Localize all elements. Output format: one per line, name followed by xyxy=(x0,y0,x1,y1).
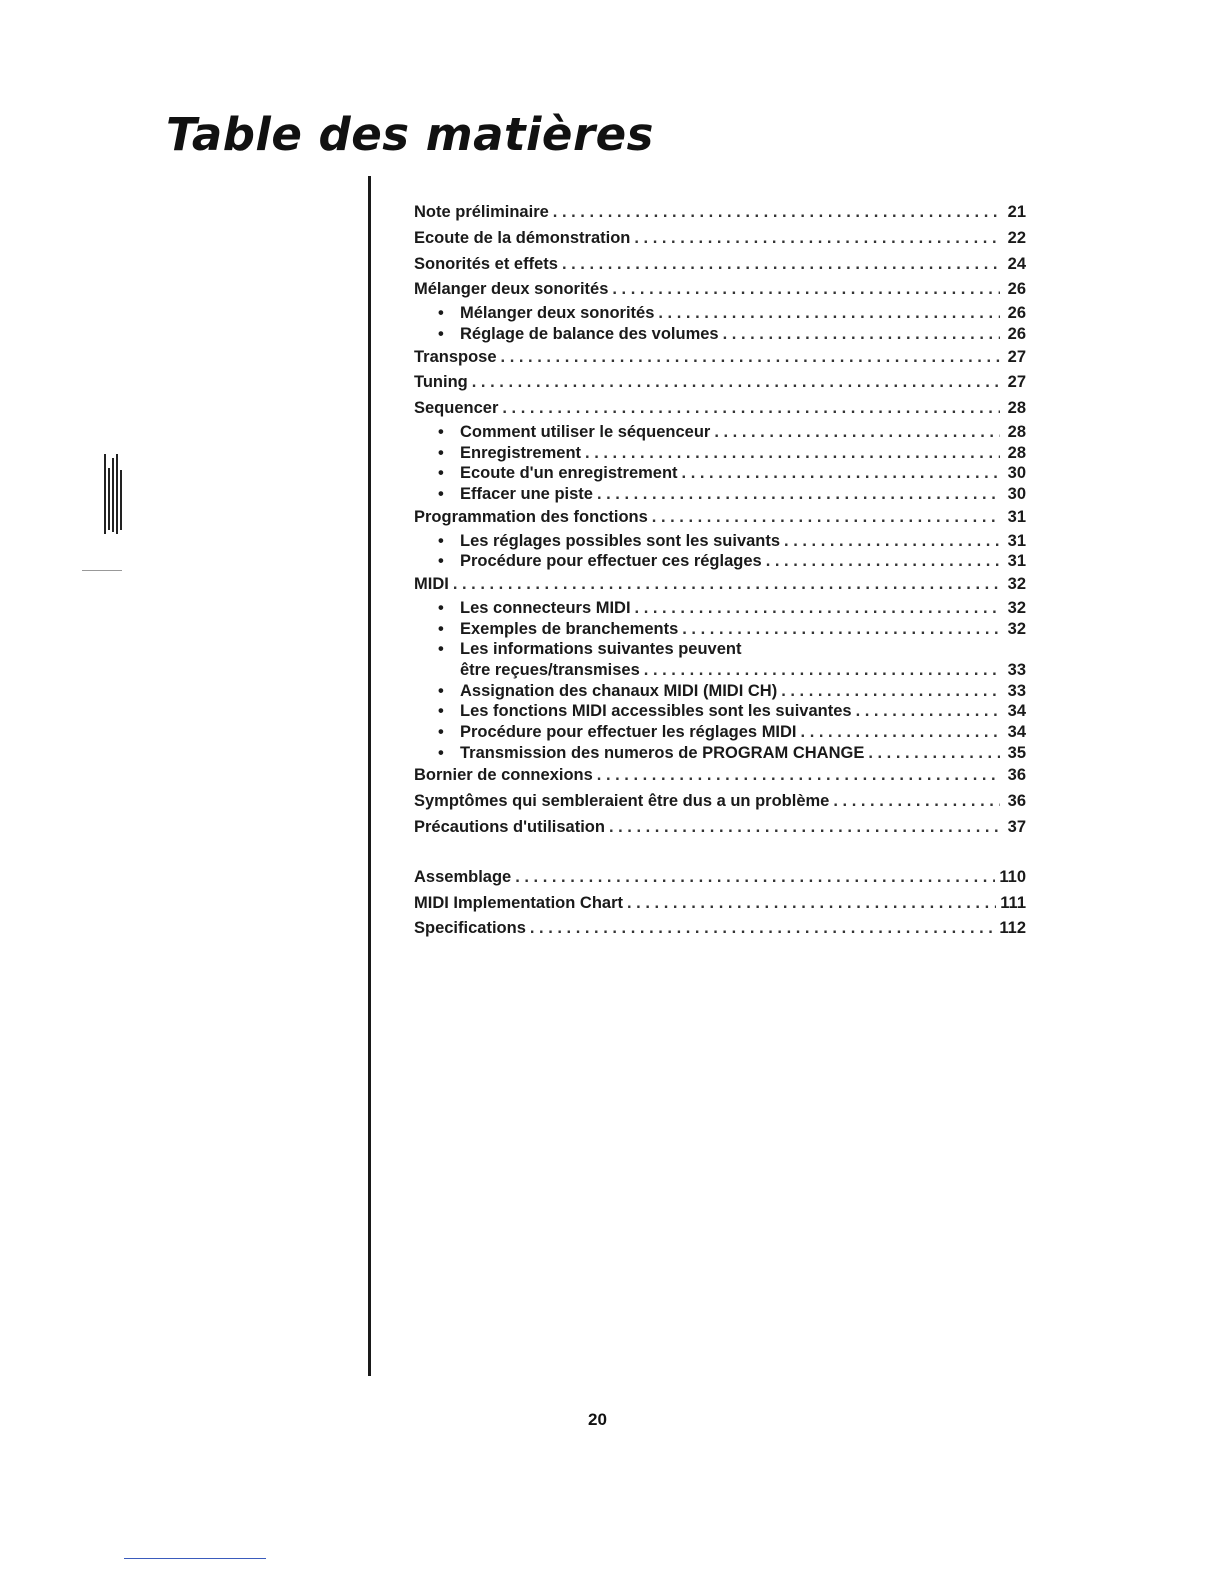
dot-leader xyxy=(682,463,1000,484)
dot-leader xyxy=(784,531,1000,552)
toc-entry-label: Ecoute de la démonstration xyxy=(414,228,631,247)
toc-entry[interactable] xyxy=(414,815,1026,841)
toc-entry[interactable] xyxy=(414,370,1026,396)
section-gap xyxy=(414,841,1026,865)
dot-leader xyxy=(714,422,1000,443)
toc-entry-label: • Enregistrement xyxy=(460,443,582,462)
toc-entry-page: 27 xyxy=(1007,347,1026,366)
dot-leader xyxy=(501,345,1000,371)
toc-entry-label: • Effacer une piste xyxy=(460,485,593,504)
toc-subentry[interactable] xyxy=(414,722,1026,743)
dot-leader xyxy=(652,505,1000,531)
toc-subentry[interactable] xyxy=(414,303,1026,324)
dot-leader xyxy=(766,551,1000,572)
toc-entry-page: 31 xyxy=(1007,531,1026,550)
dot-leader xyxy=(868,743,1000,764)
toc-entry-page: 111 xyxy=(1000,893,1026,912)
toc-entry-label: être reçues/transmises xyxy=(460,660,640,679)
toc-entry-page: 22 xyxy=(1007,228,1026,247)
toc-entry[interactable] xyxy=(414,916,1026,942)
toc-entry-page: 35 xyxy=(1007,743,1026,762)
toc-entry-label: • Ecoute d'un enregistrement xyxy=(460,464,678,483)
toc-entry-page: 34 xyxy=(1007,702,1026,721)
dot-leader xyxy=(644,660,1000,681)
toc-entry-label: Transpose xyxy=(414,347,497,366)
toc-entry-page: 31 xyxy=(1007,507,1026,526)
toc-entry[interactable] xyxy=(414,865,1026,891)
toc-entry-label: Tuning xyxy=(414,373,468,392)
toc-entry-label: Assemblage xyxy=(414,867,512,886)
toc-subentry[interactable] xyxy=(414,598,1026,619)
toc-entry-label: • Transmission des numeros de PROGRAM CHANGE xyxy=(460,743,865,762)
toc-subentry[interactable] xyxy=(414,443,1026,464)
dot-leader xyxy=(472,370,1000,396)
toc-entry[interactable] xyxy=(414,252,1026,278)
dot-leader xyxy=(453,572,1000,598)
dot-leader xyxy=(502,396,1000,422)
toc-entry[interactable] xyxy=(414,763,1026,789)
toc-entry-label: Symptômes qui sembleraient être dus a un problème xyxy=(414,792,830,811)
toc-entry[interactable] xyxy=(414,396,1026,422)
toc-entry-label: • Procédure pour effectuer les réglages MIDI xyxy=(460,723,797,742)
toc-entry-label: Précautions d'utilisation xyxy=(414,818,605,837)
dot-leader xyxy=(856,701,1000,722)
dot-leader xyxy=(781,681,1000,702)
toc-entry-label: Sonorités et effets xyxy=(414,254,558,273)
toc-subentry[interactable] xyxy=(414,531,1026,552)
toc-entry-label: • Assignation des chanaux MIDI (MIDI CH) xyxy=(460,681,778,700)
toc-entry-page: 32 xyxy=(1007,575,1026,593)
toc-entry[interactable] xyxy=(414,572,1026,598)
dot-leader xyxy=(833,789,1000,815)
toc-entry[interactable] xyxy=(414,200,1026,226)
toc-subentry[interactable] xyxy=(414,551,1026,572)
toc-entry-page: 37 xyxy=(1007,818,1026,837)
dot-leader xyxy=(634,226,1000,252)
toc-entry-label: Bornier de connexions xyxy=(414,766,593,785)
dot-leader xyxy=(658,303,1000,324)
margin-mark xyxy=(104,454,122,534)
dot-leader xyxy=(585,443,1000,464)
dot-leader xyxy=(801,722,1000,743)
toc-entry-label: Note préliminaire xyxy=(414,203,549,221)
toc-subentry[interactable] xyxy=(414,463,1026,484)
toc-main-list xyxy=(414,200,1026,841)
toc-entry[interactable] xyxy=(414,505,1026,531)
toc-entry-page: 31 xyxy=(1007,552,1026,571)
toc-entry-page: 26 xyxy=(1007,280,1026,299)
toc-entry-label: • Les connecteurs MIDI xyxy=(460,598,631,617)
dot-leader xyxy=(562,252,1000,278)
toc-subentry[interactable] xyxy=(414,484,1026,505)
toc-continuation[interactable] xyxy=(414,660,1026,681)
toc-entry-label: MIDI xyxy=(414,575,449,593)
table-of-contents xyxy=(414,200,1026,942)
toc-entry-label: • Les réglages possibles sont les suivants xyxy=(460,531,781,550)
toc-entry-label: • Les fonctions MIDI accessibles sont les suivantes xyxy=(460,702,852,721)
toc-entry[interactable] xyxy=(414,789,1026,815)
toc-entry-label: Sequencer xyxy=(414,399,499,418)
toc-entry-page: 30 xyxy=(1007,464,1026,483)
toc-entry-label: • Mélanger deux sonorités xyxy=(460,304,655,323)
dot-leader xyxy=(723,324,1000,345)
toc-entry-page: 21 xyxy=(1007,203,1026,221)
toc-entry-page: 27 xyxy=(1007,373,1026,392)
margin-line xyxy=(82,570,122,571)
toc-entry[interactable] xyxy=(414,891,1026,917)
page-number: 20 xyxy=(588,1410,607,1429)
toc-entry-label: Mélanger deux sonorités xyxy=(414,280,609,299)
toc-entry-page: 33 xyxy=(1007,660,1026,679)
footer-line xyxy=(124,1558,266,1559)
toc-entry[interactable] xyxy=(414,277,1026,303)
toc-subentry[interactable] xyxy=(414,619,1026,640)
dot-leader xyxy=(635,598,1000,619)
toc-subentry[interactable] xyxy=(414,681,1026,702)
toc-entry[interactable] xyxy=(414,345,1026,371)
toc-entry-page: 28 xyxy=(1007,399,1026,418)
toc-entry-page: 32 xyxy=(1007,598,1026,617)
toc-entry-label: • Exemples de branchements xyxy=(460,619,679,638)
toc-entry-label: • Réglage de balance des volumes xyxy=(460,324,719,343)
toc-entry-label: Specifications xyxy=(414,919,526,938)
toc-entry-page: 30 xyxy=(1007,485,1026,504)
toc-entry-page: 34 xyxy=(1007,723,1026,742)
toc-appendix-list xyxy=(414,865,1026,942)
dot-leader xyxy=(515,865,995,891)
dot-leader xyxy=(553,200,1000,226)
dot-leader xyxy=(597,763,1000,789)
toc-subentry[interactable] xyxy=(414,324,1026,345)
toc-entry[interactable] xyxy=(414,226,1026,252)
toc-entry-label: Programmation des fonctions xyxy=(414,507,648,526)
toc-entry-label: MIDI Implementation Chart xyxy=(414,893,624,912)
toc-entry-label: • Comment utiliser le séquenceur xyxy=(460,422,711,441)
toc-entry-page: 110 xyxy=(999,867,1026,886)
toc-entry-page: 33 xyxy=(1007,681,1026,700)
toc-entry-label: • Les informations suivantes peuvent xyxy=(460,640,742,659)
toc-entry-page: 26 xyxy=(1007,324,1026,343)
dot-leader xyxy=(597,484,1000,505)
vertical-rule xyxy=(368,176,371,1376)
toc-entry-page: 28 xyxy=(1007,422,1026,441)
dot-leader xyxy=(609,815,1000,841)
toc-entry-page: 24 xyxy=(1007,254,1026,273)
toc-entry-page: 28 xyxy=(1007,443,1026,462)
toc-entry-page: 32 xyxy=(1007,619,1026,638)
dot-leader xyxy=(627,891,996,917)
toc-subentry[interactable] xyxy=(414,422,1026,443)
dot-leader xyxy=(530,916,996,942)
toc-entry-page: 36 xyxy=(1007,766,1026,785)
toc-subentry[interactable] xyxy=(414,743,1026,764)
toc-entry-page: 112 xyxy=(999,919,1026,938)
toc-entry-page: 26 xyxy=(1007,304,1026,323)
page-title: Table des matières xyxy=(166,108,654,161)
toc-subentry[interactable] xyxy=(414,701,1026,722)
dot-leader xyxy=(682,619,1000,640)
dot-leader xyxy=(612,277,1000,303)
toc-subentry[interactable] xyxy=(414,639,1026,660)
toc-entry-label: • Procédure pour effectuer ces réglages xyxy=(460,552,762,571)
toc-entry-page: 36 xyxy=(1007,792,1026,811)
